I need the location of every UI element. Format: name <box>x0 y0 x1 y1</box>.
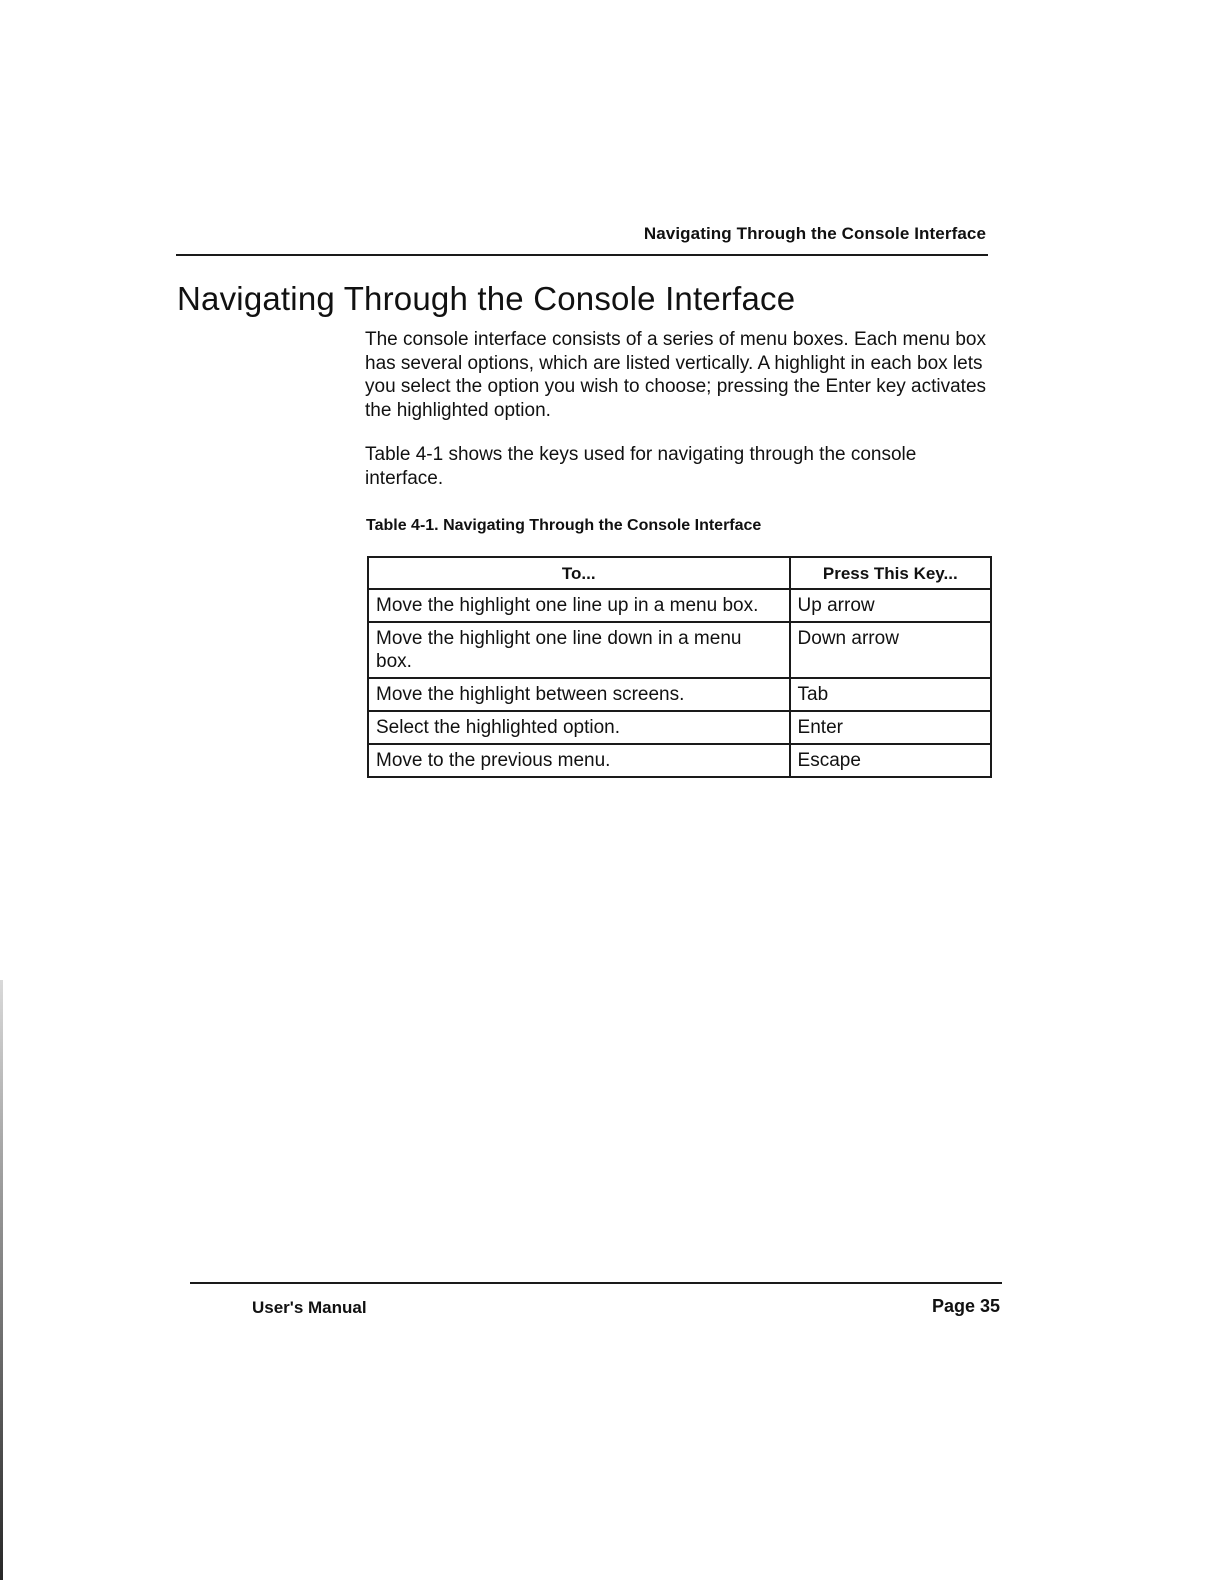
header-rule <box>176 254 988 256</box>
running-head: Navigating Through the Console Interface <box>643 224 986 243</box>
paragraph-table-reference: Table 4-1 shows the keys used for navigating through the console interface. <box>365 444 917 489</box>
column-header-key: Press This Key... <box>790 557 991 589</box>
table-row <box>368 744 991 777</box>
action-cell: Move the highlight one line down in a menu box. <box>368 622 790 678</box>
footer-rule <box>190 1282 1002 1284</box>
table-row <box>368 589 991 622</box>
table-caption: Table 4-1. Navigating Through the Console Interface <box>366 517 762 534</box>
scan-edge-artifact <box>0 980 3 1580</box>
action-cell: Move the highlight one line up in a menu box. <box>368 589 790 622</box>
table-header-row <box>368 557 991 589</box>
table-row <box>368 711 991 744</box>
key-cell: Tab <box>790 678 991 711</box>
body-text <box>365 328 990 511</box>
action-cell: Move the highlight between screens. <box>368 678 790 711</box>
table-row <box>368 622 991 678</box>
action-cell: Select the highlighted option. <box>368 711 790 744</box>
key-cell: Down arrow <box>790 622 991 678</box>
column-header-action: To... <box>368 557 790 589</box>
section-title: Navigating Through the Console Interface <box>177 280 796 317</box>
action-cell: Move to the previous menu. <box>368 744 790 777</box>
paragraph-intro: The console interface consists of a series of menu boxes. Each menu box has several options, which are listed vertically. A highlight in each box lets you select the option you wish to choose; pressing the Enter key activates the highlighted option. <box>365 329 987 421</box>
key-cell: Escape <box>790 744 991 777</box>
key-cell: Enter <box>790 711 991 744</box>
navigation-keys-table <box>367 556 992 778</box>
table-row <box>368 678 991 711</box>
footer-page-number: Page 35 <box>931 1296 1000 1316</box>
key-cell: Up arrow <box>790 589 991 622</box>
footer-manual-title: User's Manual <box>252 1298 367 1317</box>
